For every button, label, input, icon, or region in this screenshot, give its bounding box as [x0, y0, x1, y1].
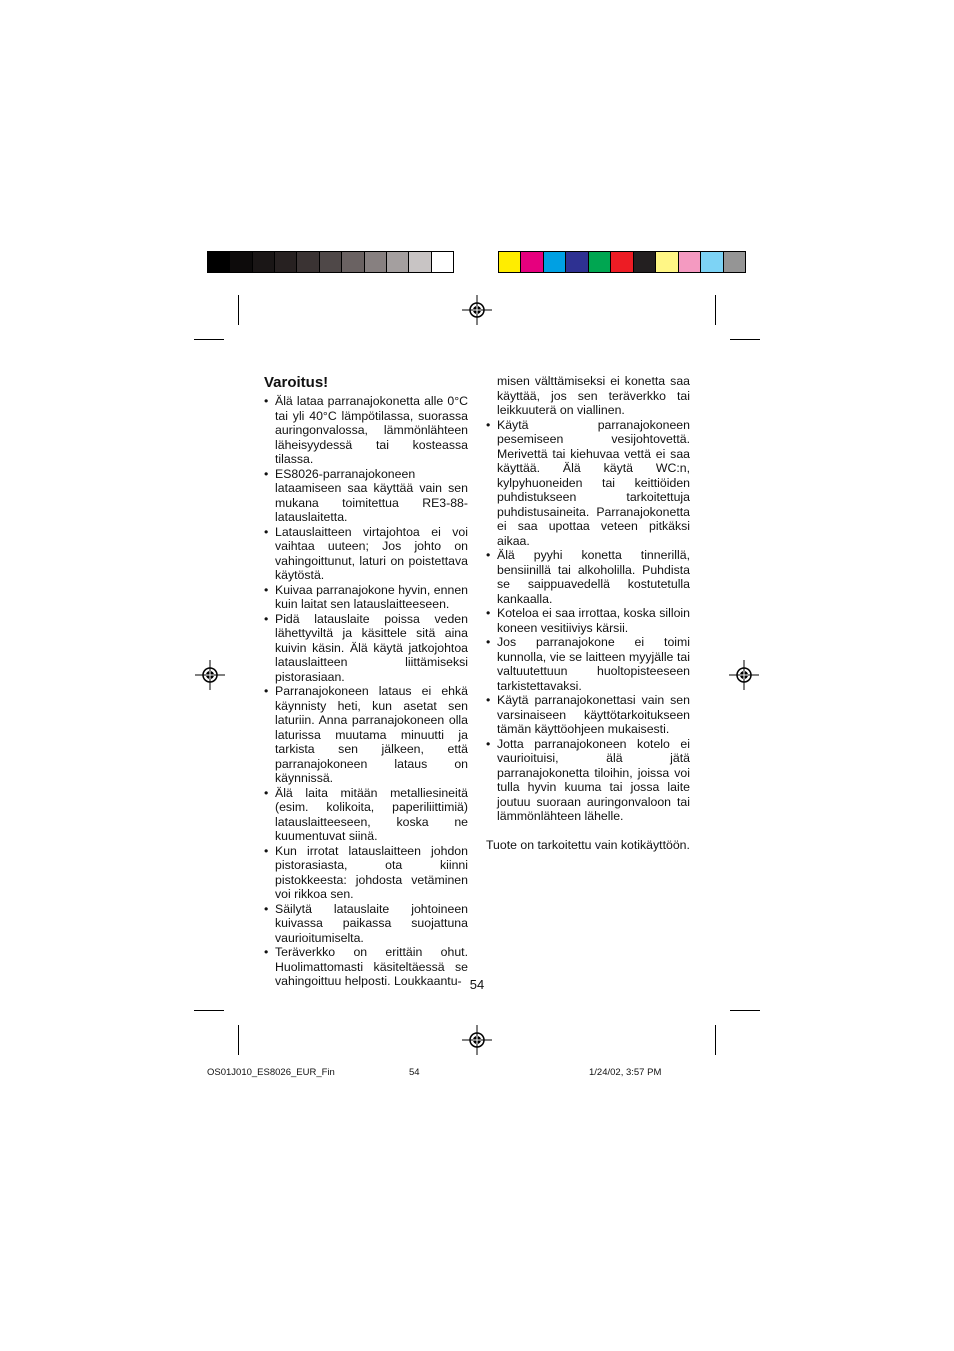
crop-mark: [194, 339, 224, 340]
list-item: • Älä pyyhi konetta tinnerillä, bensiinillä tai alkoholilla. Puhdista se saippuavedellä kostutetulla kankaalla.: [486, 548, 690, 606]
list-item: • Käytä parranajokoneen pesemiseen vesijohtovettä. Merivettä tai kiehuvaa vettä ei saa käyttää. Älä käytä WC:n, kylpyhuoneiden tai keittiöiden puhdistukseen tarkoitettuja puhdistusaineita. Parranajokonetta ei saa upottaa veteen pitkäksi aikaa.: [486, 418, 690, 549]
color-swatch: [589, 252, 611, 272]
list-item: • Käytä parranajokonettasi vain sen varsinaiseen käyttötarkoitukseen tämän käyttöohjeen mukaisesti.: [486, 693, 690, 737]
right-column: [486, 374, 690, 852]
color-swatch: [634, 252, 656, 272]
color-swatch: [387, 252, 409, 272]
color-swatch: [275, 252, 297, 272]
page-number: 54: [469, 977, 485, 992]
crop-mark: [730, 339, 760, 340]
crop-mark: [715, 1025, 716, 1055]
color-swatch: [253, 252, 275, 272]
color-swatch: [342, 252, 364, 272]
list-item: • Latauslaitteen virtajohtoa ei voi vaihtaa uuteen; Jos johto on vahingoittunut, laturi on poistettava käytöstä.: [264, 525, 468, 583]
color-swatch: [230, 252, 252, 272]
color-swatch: [365, 252, 387, 272]
warning-list-left: [264, 394, 468, 989]
list-item: • Pidä latauslaite poissa veden lähettyviltä ja käsittele sitä aina kuivin käsin. Älä käytä jatkojohtoa latauslaitteen liittämiseksi pistorasiaan.: [264, 612, 468, 685]
color-calibration-bar: [498, 251, 746, 273]
footer-date: 1/24/02, 3:57 PM: [589, 1067, 662, 1078]
footer-filename: OS01J010_ES8026_EUR_Fin: [207, 1067, 335, 1078]
color-swatch: [544, 252, 566, 272]
list-item: • Jos parranajokone ei toimi kunnolla, vie se laitteen myyjälle tai valtuutettuun huoltopisteeseen tarkistettavaksi.: [486, 635, 690, 693]
list-item: • Teräverkko on erittäin ohut. Huolimattomasti käsiteltäessä se vahingoittuu helposti. Loukkaantu-: [264, 945, 468, 989]
list-item: • Jotta parranajokoneen kotelo ei vaurioituisi, älä jätä parranajokonetta tiloihin, joissa voi tulla hyvin kuuma tai jossa laite joutuu suoraan auringonvaloon tai lämmönlähteen lähelle.: [486, 737, 690, 824]
color-swatch: [679, 252, 701, 272]
color-swatch: [656, 252, 678, 272]
list-item: • Kuivaa parranajokone hyvin, ennen kuin laitat sen latauslaitteeseen.: [264, 583, 468, 612]
warning-heading: Varoitus!: [264, 374, 329, 391]
grayscale-calibration-bar: [207, 251, 454, 273]
crop-mark: [238, 295, 239, 325]
footer-page: 54: [409, 1067, 420, 1078]
registration-mark-icon: [462, 1025, 492, 1055]
color-swatch: [724, 252, 745, 272]
crop-mark: [715, 295, 716, 325]
list-item: • Koteloa ei saa irrottaa, koska silloin koneen vesitiiviys kärsii.: [486, 606, 690, 635]
list-item: • Parranajokoneen lataus ei ehkä käynnisty heti, kun asetat sen laturiin. Anna parranajokoneen olla laturissa muutama minuutti ja tarkista sen jälkeen, että parranajokoneen lataus on käynnissä.: [264, 684, 468, 786]
registration-mark-icon: [729, 660, 759, 690]
color-swatch: [701, 252, 723, 272]
color-swatch: [409, 252, 431, 272]
color-swatch: [521, 252, 543, 272]
color-swatch: [432, 252, 453, 272]
list-item: • Säilytä latauslaite johtoineen kuivassa paikassa suojattuna vaurioitumiselta.: [264, 902, 468, 946]
color-swatch: [297, 252, 319, 272]
warning-list-right: [486, 418, 690, 824]
list-item: • Älä lataa parranajokonetta alle 0°C tai yli 40°C lämpötilassa, suorassa auringonvalossa, lämmönlähteen läheisyydessä tai kosteassa tilassa.: [264, 394, 468, 467]
crop-mark: [194, 1010, 224, 1011]
list-item-continuation: misen välttämiseksi ei konetta saa käyttää, jos sen teräverkko tai leikkuuterä on viallinen.: [497, 374, 690, 417]
color-swatch: [611, 252, 633, 272]
registration-mark-icon: [195, 660, 225, 690]
color-swatch: [320, 252, 342, 272]
crop-mark: [238, 1025, 239, 1055]
list-item: • Kun irrotat latauslaitteen johdon pistorasiasta, ota kiinni pistokkeesta: johdosta vetäminen voi rikkoa sen.: [264, 844, 468, 902]
list-item: • Älä laita mitään metalliesineitä (esim. kolikoita, paperiliittimiä) latauslaitteeseen, koska ne kuumentuvat siinä.: [264, 786, 468, 844]
color-swatch: [566, 252, 588, 272]
list-item: • ES8026-parranajokoneen lataamiseen saa käyttää vain sen mukana toimitettua RE3-88-latauslaitetta.: [264, 467, 468, 525]
crop-mark: [730, 1010, 760, 1011]
registration-mark-icon: [462, 295, 492, 325]
color-swatch: [208, 252, 230, 272]
left-column: [264, 374, 468, 989]
color-swatch: [499, 252, 521, 272]
household-use-note: Tuote on tarkoitettu vain kotikäyttöön.: [486, 837, 690, 852]
